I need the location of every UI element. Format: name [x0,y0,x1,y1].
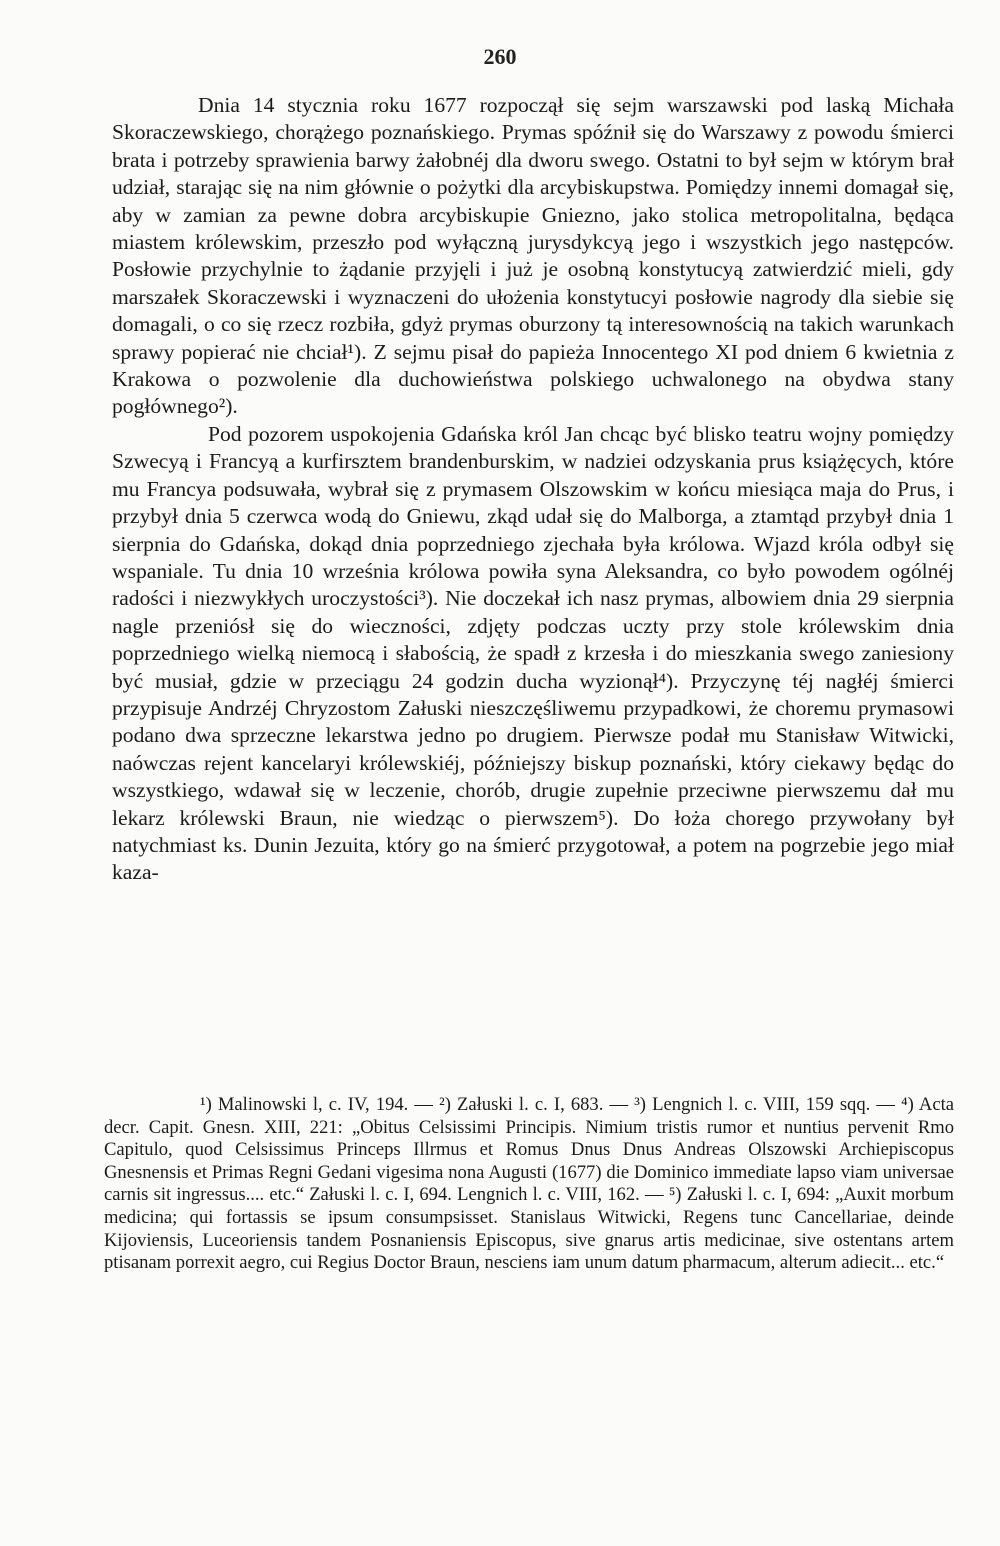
paragraph-1: Dnia 14 stycznia roku 1677 rozpoczął się sejm warszawski pod laską Michała Skoraczewskiego, chorążego poznańskiego. Prymas spóźnił się do Warszawy z powodu śmierci brata i potrzeby sprawienia barwy żałobnéj dla dworu swego. Ostatni to był sejm w którym brał udział, starając się na nim głównie o pożytki dla arcybiskupstwa. Pomiędzy innemi domagał się, aby w zamian za pewne dobra arcybiskupie Gniezno, jako stolica metropolitalna, będąca miastem królewskim, przeszło pod wyłączną jurysdykcyą jego i wszystkich jego następców. Posłowie przychylnie to żądanie przyjęli i już je osobną konstytucyą zatwierdzić mieli, gdy marszałek Skoraczewski i wyznaczeni do ułożenia konstytucyi posłowie nagrody dla siebie się domagali, o co się rzecz rozbiła, gdyż prymas oburzony tą interesownością na takich warunkach sprawy popierać nie chciał¹). Z sejmu pisał do papieża Innocentego XI pod dniem 6 kwietnia z Krakowa o pozwolenie dla duchowieństwa polskiego uchwalonego na obydwa stany pogłównego²). [112,93,954,419]
footnotes-text: ¹) Malinowski l, c. IV, 194. — ²) Załuski l. c. I, 683. — ³) Lengnich l. c. VIII, 159 sqq. — ⁴) Acta decr. Capit. Gnesn. XIII, 221: „Obitus Celsissimi Principis. Nimium tristis rumor et nuntius pervenit Rmo Capitulo, quod Celsissimus Princeps Illrmus et Romus Dnus Dnus Andreas Olszowski Archiepiscopus Gnesnensis et Primas Regni Gedani vigesima nona Augusti (1677) die Dominico immediate lapso viam universae carnis sit ingressus.... etc.“ Załuski l. c. I, 694. Lengnich l. c. VIII, 162. — ⁵) Załuski l. c. I, 694: „Auxit morbum medicina; qui fortassis se ipsum consumpsisset. Stanislaus Witwicki, Regens tunc Cancellariae, deinde Kijoviensis, Luceoriensis tandem Posnaniensis Episcopus, sive gnarus artis medicinae, sive ostentans artem ptisanam porrexit aegro, cui Regius Doctor Braun, nesciens iam unum datum pharmacum, alterum adiecit... etc.“ [104,1094,954,1274]
paragraph-2: Pod pozorem uspokojenia Gdańska król Jan chcąc być blisko teatru wojny pomiędzy Szwecyą i Francyą a kurfirsztem brandenburskim, w nadziei odzyskania prus książęcych, które mu Francya podsuwała, wybrał się z prymasem Olszowskim w końcu miesiąca maja do Prus, i przybył dnia 5 czerwca wodą do Gniewu, zkąd udał się do Malborga, a ztamtąd przybył dnia 1 sierpnia do Gdańska, dokąd dnia poprzedniego zjechała była królowa. Wjazd króla odbył się wspaniale. Tu dnia 10 września królowa powiła syna Aleksandra, co było powodem ogólnéj radości i niezwykłych uroczystości³). Nie doczekał ich nasz prymas, albowiem dnia 29 sierpnia nagle przeniósł się do wieczności, zdjęty podczas uczty przy stole królewskim dnia poprzedniego wielką niemocą i słabością, że spadł z krzesła i do mieszkania swego zaniesiony być musiał, gdzie w przeciągu 24 godzin ducha wyzionął⁴). Przyczynę téj nagłéj śmierci przypisuje Andrzéj Chryzostom Załuski nieszczęśliwemu przypadkowi, że choremu prymasowi podano dwa sprzeczne lekarstwa jedno po drugiem. Pierwsze podał mu Stanisław Witwicki, naówczas rejent kancelaryi królewskiéj, późniejszy biskup poznański, który ciekawy będąc do wszystkiego, wdawał się w leczenie, chorób, drugie zupełnie przeciwne pierwszemu dał mu lekarz królewski Braun, nie wiedząc o pierwszem⁵). Do łoża chorego przywołany był natychmiast ks. Dunin Jezuita, który go na śmierć przygotował, a potem na pogrzebie jego miał kaza- [112,421,954,885]
page-number: 260 [483,44,517,69]
footnotes [104,1094,954,1275]
main-text [112,92,954,887]
